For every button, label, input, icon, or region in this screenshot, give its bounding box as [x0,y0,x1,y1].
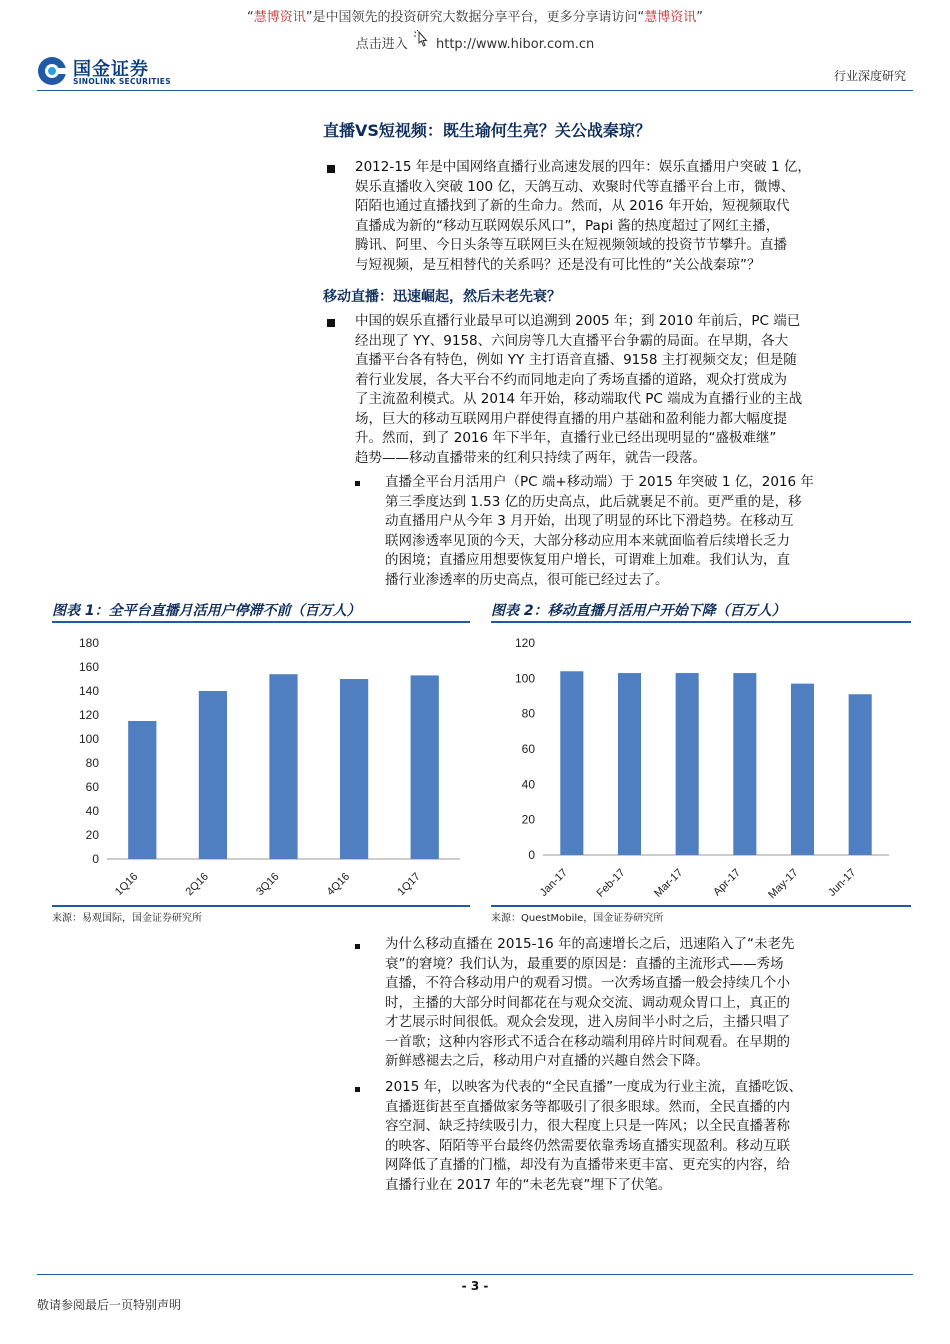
y-tick-label: 80 [521,706,535,721]
promo-enter-label: 点击进入 [355,37,408,52]
article-title: 直播VS短视频：既生瑜何生亮？关公战秦琼？ [323,121,651,140]
paragraph-history [355,312,903,468]
y-tick-label: 180 [78,636,99,650]
text-line: 为什么移动直播在 2015-16 年的高速增长之后，迅速陷入了“未老先 [385,936,795,952]
logo-chinese-name: 国金证券 [73,59,149,80]
header-rule [37,90,913,91]
bar [269,674,297,859]
bar [560,671,583,855]
figure2-title: 图表 2：移动直播月活用户开始下降（百万人） [491,603,786,619]
text-line: 网降低了直播的门槛，却没有为直播带来更丰富、更充实的内容，给 [385,1157,790,1173]
y-tick-label: 100 [78,732,99,746]
x-tick-label: 4Q16 [324,870,353,899]
text-line: 联网渗透率见顶的今天，大部分移动应用本来就面临着后续增长乏力 [385,532,790,549]
x-tick-label: Jan-17 [537,866,570,899]
text-line: 直播逛街甚至直播做家务等都吸引了很多眼球。然而，全民直播的内 [385,1098,790,1115]
section-tag: 行业深度研究 [833,69,906,83]
y-tick-label: 40 [85,804,99,818]
promo-brand-2: 慧博资讯 [644,10,697,25]
paragraph-reasons [385,935,903,1072]
bar [733,673,756,855]
pointer-icon [412,30,432,52]
bar [128,721,156,859]
sinolink-logo-icon [37,56,67,86]
text-line: 直播成为新的“移动互联网娱乐风口”，Papi 酱的热度超过了网红主播， [355,217,780,234]
text-line: 的困境；直播应用想要恢复用户增长，可谓难上加难。我们认为，直 [385,552,790,568]
x-tick-label: 3Q16 [254,870,282,899]
bar [676,673,699,855]
text-line: 陌陌也通过直播找到了新的生命力。然而，从 2016 年开始，短视频取代 [355,198,790,214]
y-tick-label: 20 [521,812,535,827]
promo-text: 是中国领先的投资研究大数据分享平台，更多分享请访问 [312,10,638,25]
figure2-source: 来源：QuestMobile，国金证券研究所 [491,913,664,924]
y-tick-label: 120 [78,708,99,722]
text-line: 才艺展示时间很低。观众会发现，进入房间半小时之后，主播只唱了 [385,1014,790,1030]
text-line: 衰”的窘境？我们认为，最重要的原因是：直播的主流形式——秀场 [385,955,784,972]
text-line: 2015 年，以映客为代表的“全民直播”一度成为行业主流，直播吃饭、 [385,1079,803,1095]
text-line: 直播行业在 2017 年的“未老先衰”埋下了伏笔。 [385,1176,672,1193]
bar [340,679,368,859]
text-line: 场，巨大的移动互联网用户群使得直播的用户基础和盈利能力都大幅度提 [355,410,787,427]
text-line: 与短视频，是互相替代的关系吗？还是没有可比性的“关公战秦琼”？ [355,256,761,273]
text-line: 着行业发展，各大平台不约而同地走向了秀场直播的道路，观众打赏成为 [355,371,787,388]
bullet-square [327,319,335,327]
bullet-square [327,165,335,173]
text-line: 了主流盈利模式。从 2014 年开始，移动端取代 PC 端成为直播行业的主战 [355,391,803,407]
y-tick-label: 140 [78,684,99,698]
text-line: 播行业渗透率的历史高点，很可能已经过去了。 [385,571,669,588]
bar [411,675,439,859]
text-line: 娱乐直播收入突破 100 亿，天鸽互动、欢聚时代等直播平台上市，微博、 [355,178,795,195]
bullet-small [355,481,360,486]
text-line: 趋势——移动直播带来的红利只持续了两年，就告一段落。 [355,449,706,466]
intro-paragraph [355,158,903,275]
promo-brand: 慧博资讯 [253,10,306,25]
footer-rule [37,1274,913,1275]
promo-quote-open: “ [246,10,254,25]
x-tick-label: May-17 [766,866,801,902]
y-tick-label: 120 [514,636,535,650]
y-tick-label: 40 [521,777,535,792]
promo-quote-close-2: ” [696,10,704,25]
bar [849,694,872,855]
bullet-small [355,1087,360,1092]
bar [199,691,227,859]
y-tick-label: 160 [78,660,99,674]
bar [791,684,814,855]
footer-disclaimer: 敬请参阅最后一页特别声明 [37,1298,182,1312]
x-tick-label: Apr-17 [711,866,743,899]
text-line: 中国的娱乐直播行业最早可以追溯到 2005 年；到 2010 年前后，PC 端已 [355,313,801,329]
figure1-box [52,621,470,907]
logo-english-name: SINOLINK SECURITIES [73,77,171,86]
y-tick-label: 0 [92,852,99,866]
y-tick-label: 60 [85,780,99,794]
promo-quote-open-2: “ [637,10,645,25]
x-tick-label: Feb-17 [594,866,628,900]
text-line: 直播，不符合移动用户的观看习惯。一次秀场直播一般会持续几个小 [385,975,790,991]
figure1-source: 来源：易观国际，国金证券研究所 [52,913,202,924]
text-line: 2012-15 年是中国网络直播行业高速发展的四年：娱乐直播用户突破 1 亿， [355,159,811,175]
figure1-title: 图表 1：全平台直播月活用户停滞不前（百万人） [52,603,361,619]
x-tick-label: 2Q16 [183,870,212,899]
text-line: 第三季度达到 1.53 亿的历史高点，此后就裹足不前。更严重的是，移 [385,493,802,510]
promo-link-line [0,30,950,52]
text-line: 经出现了 YY、9158、六间房等几大直播平台争霸的局面。在早期，各大 [355,332,789,349]
y-tick-label: 20 [85,828,99,842]
bar [618,673,641,855]
promo-url-link[interactable]: http://www.hibor.com.cn [436,37,595,52]
x-tick-label: 1Q16 [112,870,141,899]
x-tick-label: Jun-17 [826,866,859,899]
figure2-box [491,621,911,907]
promo-banner [0,6,950,25]
bullet-small [355,944,360,949]
y-tick-label: 100 [514,671,535,686]
text-line: 的映客、陌陌等平台最终仍然需要依靠秀场直播实现盈利。移动互联 [385,1137,790,1154]
paragraph-mau [385,473,903,590]
figure2-bar-chart [491,623,911,905]
y-tick-label: 80 [85,756,99,770]
text-line: 容空洞、缺乏持续吸引力，很大程度上只是一阵风；以全民直播著称 [385,1118,790,1134]
figure1-bar-chart [52,623,470,905]
text-line: 动直播用户从今年 3 月开始，出现了明显的环比下滑趋势。在移动互 [385,513,794,529]
text-line: 一首歌；这种内容形式不适合在移动端利用碎片时间观看。在早期的 [385,1033,790,1050]
text-line: 时，主播的大部分时间都花在与观众交流、调动观众胃口上，真正的 [385,994,790,1011]
text-line: 直播全平台月活用户（PC 端+移动端）于 2015 年突破 1 亿，2016 年 [385,474,814,490]
text-line: 新鲜感褪去之后，移动用户对直播的兴趣自然会下降。 [385,1053,709,1069]
y-tick-label: 0 [528,848,535,862]
text-line: 腾讯、阿里、今日头条等互联网巨头在短视频领域的投资节节攀升。直播 [355,237,787,253]
x-tick-label: Mar-17 [652,866,686,900]
x-tick-label: 1Q17 [395,870,423,899]
promo-quote-close: ” [305,10,313,25]
text-line: 直播平台各有特色，例如 YY 主打语音直播、9158 主打视频交友；但是随 [355,352,797,368]
paragraph-quanmin [385,1078,903,1195]
y-tick-label: 60 [521,742,535,756]
section-subtitle: 移动直播：迅速崛起，然后未老先衰？ [323,289,561,305]
text-line: 升。然而，到了 2016 年下半年，直播行业已经出现明显的“盛极难继” [355,430,777,446]
page-number: - 3 - [461,1279,489,1293]
